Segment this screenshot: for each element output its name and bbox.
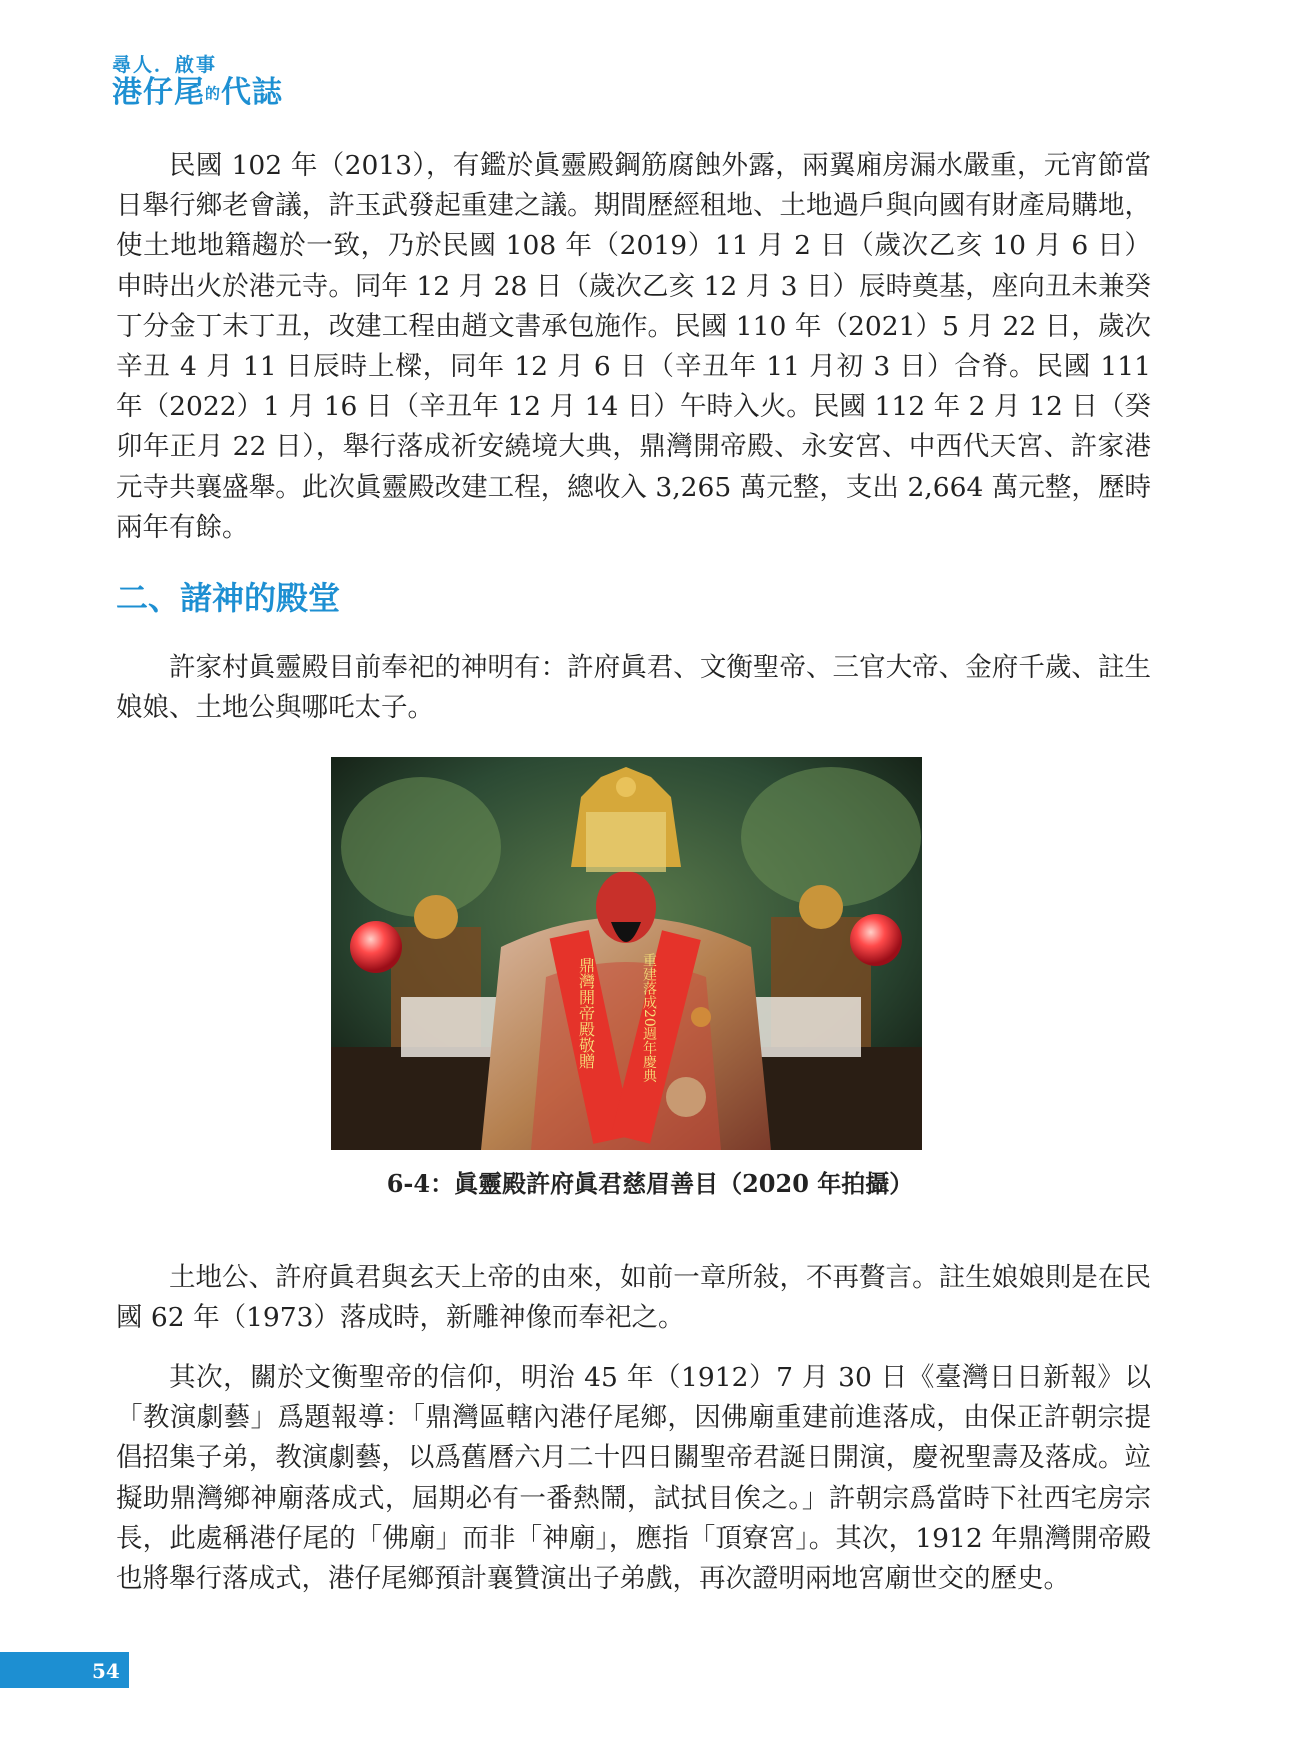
header-subtitle: 尋人．啟事 bbox=[112, 54, 218, 76]
deity-photo bbox=[331, 757, 922, 1150]
header-title-small: 的 bbox=[205, 84, 222, 103]
figure-caption: 6-4：眞靈殿許府眞君慈眉善目（2020 年拍攝） bbox=[386, 1169, 914, 1198]
header-title bbox=[112, 76, 283, 111]
paragraph-origin bbox=[116, 1258, 1151, 1338]
paragraph-text: 許家村眞靈殿目前奉祀的神明有：許府眞君、文衡聖帝、三官大帝、金府千歲、註生娘娘、土地公與哪吒太子。 bbox=[116, 652, 1151, 724]
paragraph-text: 民國 102 年（2013），有鑑於眞靈殿鋼筋腐蝕外露，兩翼廂房漏水嚴重，元宵節當日舉行鄉老會議，許玉武發起重建之議。期間歷經租地、土地過戶與向國有財產局購地，使土地地籍趨於一致，乃於民國 108 年（2019）11 月 2 日（歲次乙亥 10 月 6 日）申時出火於港元寺。同年 12 月 28 日（歲次乙亥 12 月 3 日）辰時奠基，座向丑未兼癸丁分金丁未丁丑，改建工程由趙文書承包施作。民國 110 年（2021）5 月 22 日，歲次辛丑 4 月 11 日辰時上樑，同年 12 月 6 日（辛丑年 11 月初 3 日）合脊。民國 111 年（2022）1 月 16 日（辛丑年 12 月 14 日）午時入火。民國 112 年 2 月 12 日（癸卯年正月 22 日），舉行落成祈安繞境大典，鼎灣開帝殿、永安宮、中西代天宮、許家港元寺共襄盛舉。此次眞靈殿改建工程，總收入 3,265 萬元整，支出 2,664 萬元整，歷時兩年有餘。 bbox=[116, 150, 1151, 543]
paragraph-deities bbox=[116, 648, 1151, 728]
sash-left-text: 鼎灣開帝殿敬贈 bbox=[576, 957, 596, 1069]
paragraph-text: 其次，關於文衡聖帝的信仰，明治 45 年（1912）7 月 30 日《臺灣日日新報》以「教演劇藝」爲題報導：「鼎灣區轄內港仔尾鄉，因佛廟重建前進落成，由保正許朝宗提倡招集子弟，教演劇藝，以爲舊曆六月二十四日關聖帝君誕日開演，慶祝聖壽及落成。竝擬助鼎灣鄉神廟落成式，屆期必有一番熱鬧，試拭目俟之。」許朝宗爲當時下社西宅房宗長，此處稱港仔尾的「佛廟」而非「神廟」，應指「頂寮宮」。其次，1912 年鼎灣開帝殿也將舉行落成式，港仔尾鄉預計襄贊演出子弟戲，再次證明兩地宮廟世交的歷史。 bbox=[116, 1362, 1151, 1595]
page-number: 54 bbox=[92, 1659, 120, 1683]
section-heading: 二、諸神的殿堂 bbox=[116, 579, 341, 617]
paragraph-reconstruction bbox=[116, 146, 1151, 548]
paragraph-guandi bbox=[116, 1358, 1151, 1599]
header-title-part-1: 港仔尾 bbox=[112, 75, 205, 110]
book-header bbox=[112, 54, 283, 111]
paragraph-text: 土地公、許府眞君與玄天上帝的由來，如前一章所敍，不再贅言。註生娘娘則是在民國 62 年（1973）落成時，新雕神像而奉祀之。 bbox=[116, 1262, 1151, 1334]
sash-right-text: 重建落成20週年慶典 bbox=[641, 953, 657, 1083]
header-title-part-2: 代誌 bbox=[221, 75, 284, 110]
